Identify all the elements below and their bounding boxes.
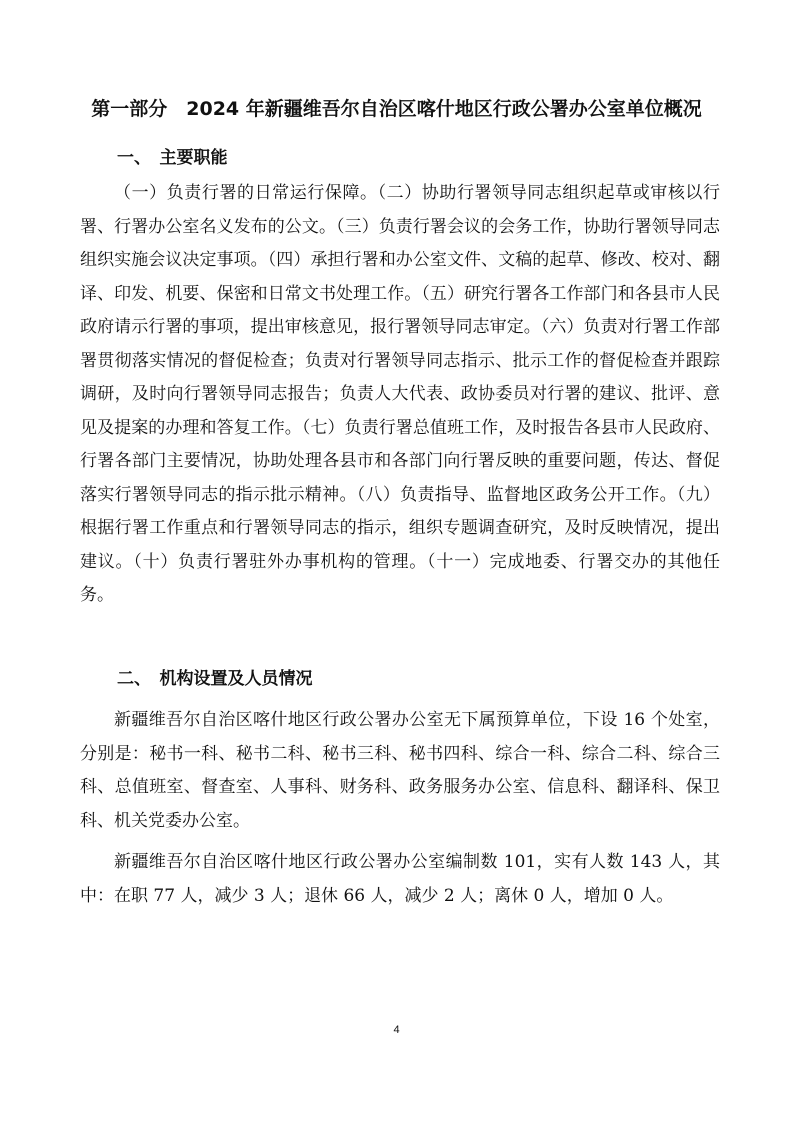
organization-paragraph: 新疆维吾尔自治区喀什地区行政公署办公室无下属预算单位，下设 16 个处室，分别是：秘书一科、秘书二科、秘书三科、秘书四科、综合一科、综合二科、综合三科、总值班室、督查室、人事科、财务科、政务服务办公室、信息科、翻译科、保卫科、机关党委办公室。 [80, 710, 720, 831]
section-heading-organization: 二、 机构设置及人员情况 [117, 669, 313, 689]
functions-paragraph: （一）负责行署的日常运行保障。（二）协助行署领导同志组织起草或审核以行署、行署办公室名义发布的公文。（三）负责行署会议的会务工作，协助行署领导同志组织实施会议决定事项。（四）承担行署和办公室文件、文稿的起草、修改、校对、翻译、印发、机要、保密和日常文书处理工作。（五）研究行署各工作部门和各县市人民政府请示行署的事项，提出审核意见，报行署领导同志审定。（六）负责对行署工作部署贯彻落实情况的督促检查；负责对行署领导同志指示、批示工作的督促检查并跟踪调研，及时向行署领导同志报告；负责人大代表、政协委员对行署的建议、批评、意见及提案的办理和答复工作。（七）负责行署总值班工作，及时报告各县市人民政府、行署各部门主要情况，协助处理各县市和各部门向行署反映的重要问题，传达、督促落实行署领导同志的指示批示精神。（八）负责指导、监督地区政务公开工作。（九）根据行署工作重点和行署领导同志的指示，组织专题调查研究，及时反映情况，提出建议。（十）负责行署驻外办事机构的管理。（十一）完成地委、行署交办的其他任务。 [80, 183, 720, 605]
section-heading-functions: 一、 主要职能 [117, 148, 228, 168]
page-title: 第一部分 2024 年新疆维吾尔自治区喀什地区行政公署办公室单位概况 [91, 98, 702, 120]
staffing-paragraph: 新疆维吾尔自治区喀什地区行政公署办公室编制数 101，实有人数 143 人，其中：在职 77 人，减少 3 人；退休 66 人，减少 2 人；离休 0 人，增加 0 人。 [80, 852, 720, 906]
page-number: 4 [393, 1024, 400, 1036]
